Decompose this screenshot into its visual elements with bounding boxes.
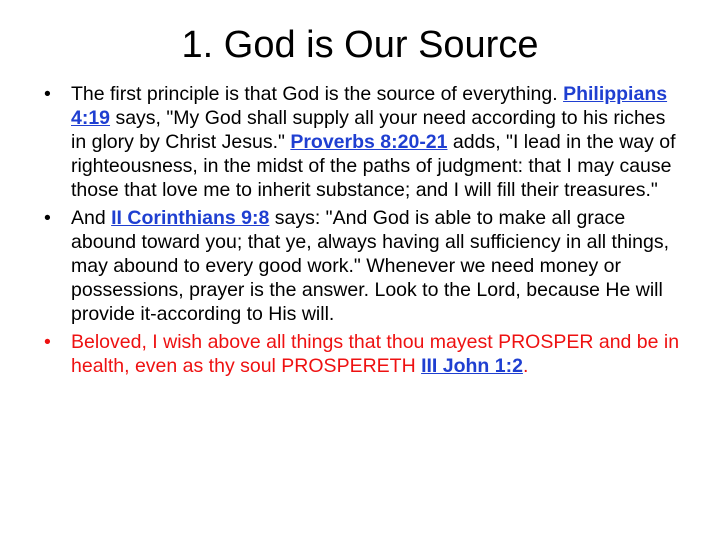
bullet-icon: • bbox=[44, 83, 51, 105]
bullet-text: says, "My God shall supply all your need according to his riches in glory by Christ Jesus." bbox=[71, 107, 666, 153]
scripture-link-corinthians[interactable]: II Corinthians 9:8 bbox=[111, 207, 270, 229]
bullet-text: The first principle is that God is the source of everything. bbox=[71, 83, 564, 105]
bullet-text: And bbox=[71, 207, 112, 229]
bullet-text: . bbox=[522, 355, 529, 377]
scripture-link-proverbs[interactable]: Proverbs 8:20-21 bbox=[290, 131, 448, 153]
bullet-icon: • bbox=[44, 207, 51, 229]
bullet-text: adds, "I lead in the way of righteousness, in the midst of the paths of judgment: that I may cause those that love me to inherit substance; and I will fill their treasures." bbox=[71, 131, 676, 201]
bullet-item-source bbox=[44, 82, 684, 202]
slide-title: 1. God is Our Source bbox=[181, 24, 539, 66]
bullet-list bbox=[44, 82, 684, 382]
scripture-link-philippians[interactable]: Philippians 4:19 bbox=[71, 83, 668, 129]
scripture-link-john[interactable]: III John 1:2 bbox=[421, 355, 523, 377]
bullet-item-corinthians bbox=[44, 206, 684, 326]
bullet-icon: • bbox=[44, 331, 51, 353]
bullet-text: says: "And God is able to make all grace abound toward you; that ye, always having all sufficiency in all things, may abound to every good work." Whenever we need money or possessions, prayer is the answer. Look to the Lord, because He will provide it-according to His will. bbox=[71, 207, 669, 325]
bullet-text: Beloved, I wish above all things that thou mayest PROSPER and be in health, even as thy soul PROSPERETH bbox=[71, 331, 680, 377]
bullet-item-prosper bbox=[44, 330, 684, 378]
